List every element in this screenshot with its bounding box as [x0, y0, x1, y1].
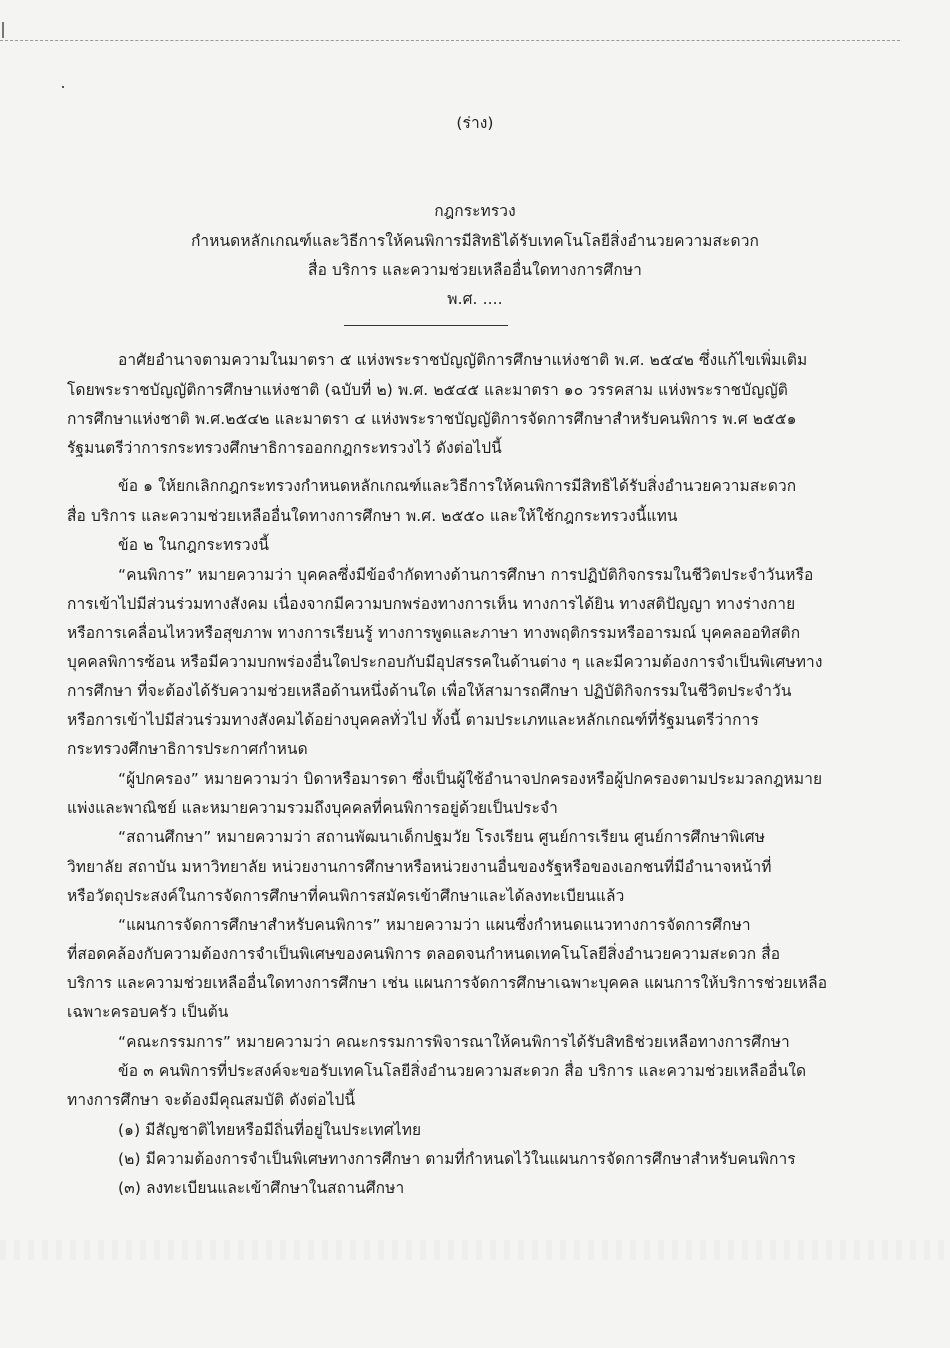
list-item: (๑) มีสัญชาติไทยหรือมีถิ่นที่อยู่ในประเทศไทย: [118, 1121, 422, 1139]
preamble-line: อาศัยอำนาจตามความในมาตรา ๕ แห่งพระราชบัญญัติการศึกษาแห่งชาติ พ.ศ. ๒๕๔๒ ซึ่งแก้ไขเพิ่มเติม: [118, 351, 808, 369]
scan-speck: [62, 86, 64, 88]
document-subtitle-line-1: กำหนดหลักเกณฑ์และวิธีการให้คนพิการมีสิทธิได้รับเทคโนโลยีสิ่งอำนวยความสะดวก: [190, 232, 759, 250]
clause-line: ข้อ ๒ ในกฎกระทรวงนี้: [118, 536, 270, 554]
definition-line: กระทรวงศึกษาธิการประกาศกำหนด: [67, 740, 308, 758]
definition-line: หรือการเคลื่อนไหวหรือสุขภาพ ทางการเรียนรู้ ทางการพูดและภาษา ทางพฤติกรรมหรืออารมณ์ บุคคลออทิสติก: [67, 624, 801, 642]
scan-bottom-noise: [0, 1240, 950, 1260]
preamble-line: โดยพระราชบัญญัติการศึกษาแห่งชาติ (ฉบับที่ ๒) พ.ศ. ๒๕๔๕ และมาตรา ๑๐ วรรคสาม แห่งพระราชบัญญัติ: [67, 381, 788, 399]
definition-line: การศึกษา ที่จะต้องได้รับความช่วยเหลือด้านหนึ่งด้านใด เพื่อให้สามารถศึกษา ปฏิบัติกิจกรรมในชีวิตประจำวัน: [67, 682, 792, 700]
definition-line: หรือวัตถุประสงค์ในการจัดการศึกษาที่คนพิการสมัครเข้าศึกษาและได้ลงทะเบียนแล้ว: [67, 887, 625, 905]
definition-line: วิทยาลัย สถาบัน มหาวิทยาลัย หน่วยงานการศึกษาหรือหน่วยงานอื่นของรัฐหรือของเอกชนที่มีอำนาจหน้าที่: [67, 858, 772, 876]
list-item: (๓) ลงทะเบียนและเข้าศึกษาในสถานศึกษา: [118, 1179, 405, 1197]
list-item: (๒) มีความต้องการจำเป็นพิเศษทางการศึกษา ตามที่กำหนดไว้ในแผนการจัดการศึกษาสำหรับคนพิการ: [118, 1150, 796, 1168]
definition-line: “แผนการจัดการศึกษาสำหรับคนพิการ” หมายความว่า แผนซึ่งกำหนดแนวทางการจัดการศึกษา: [118, 916, 751, 934]
definition-line: บุคคลพิการซ้อน หรือมีความบกพร่องอื่นใดประกอบกับมีอุปสรรคในด้านต่าง ๆ และมีความต้องการจำเป็นพิเศษทาง: [67, 653, 823, 671]
definition-line: เฉพาะครอบครัว เป็นต้น: [67, 1003, 229, 1021]
scan-corner-mark: [2, 22, 4, 38]
definition-line: ที่สอดคล้องกับความต้องการจำเป็นพิเศษของคนพิการ ตลอดจนกำหนดเทคโนโลยีสิ่งอำนวยความสะดวก สื่อ: [67, 945, 781, 963]
preamble-line: การศึกษาแห่งชาติ พ.ศ.๒๕๔๒ และมาตรา ๔ แห่งพระราชบัญญัติการจัดการศึกษาสำหรับคนพิการ พ.ศ ๒๕๕๑: [67, 410, 797, 428]
definition-line: “สถานศึกษา” หมายความว่า สถานพัฒนาเด็กปฐมวัย โรงเรียน ศูนย์การเรียน ศูนย์การศึกษาพิเศษ: [118, 828, 766, 846]
clause-line: สื่อ บริการ และความช่วยเหลืออื่นใดทางการศึกษา พ.ศ. ๒๕๕๐ และให้ใช้กฎกระทรวงนี้แทน: [67, 507, 678, 525]
definition-line: “คณะกรรมการ” หมายความว่า คณะกรรมการพิจารณาให้คนพิการได้รับสิทธิช่วยเหลือทางการศึกษา: [118, 1033, 790, 1051]
preamble-line: รัฐมนตรีว่าการกระทรวงศึกษาธิการออกกฎกระทรวงไว้ ดังต่อไปนี้: [67, 439, 502, 457]
definition-line: “คนพิการ” หมายความว่า บุคคลซึ่งมีข้อจำกัดทางด้านการศึกษา การปฏิบัติกิจกรรมในชีวิตประจำวันหรือ: [118, 566, 814, 584]
scan-top-edge: [0, 40, 900, 41]
clause-line: ข้อ ๑ ให้ยกเลิกกฎกระทรวงกำหนดหลักเกณฑ์และวิธีการให้คนพิการมีสิทธิได้รับสิ่งอำนวยความสะดวก: [118, 477, 797, 495]
document-title: กฎกระทรวง: [434, 202, 516, 220]
definition-line: “ผู้ปกครอง” หมายความว่า บิดาหรือมารดา ซึ่งเป็นผู้ใช้อำนาจปกครองหรือผู้ปกครองตามประมวลกฎหมาย: [118, 770, 823, 788]
definition-line: แพ่งและพาณิชย์ และหมายความรวมถึงบุคคลที่คนพิการอยู่ด้วยเป็นประจำ: [67, 799, 558, 817]
definition-line: การเข้าไปมีส่วนร่วมทางสังคม เนื่องจากมีความบกพร่องทางการเห็น ทางการได้ยิน ทางสติปัญญา ทางร่างกาย: [67, 595, 796, 613]
draft-label: (ร่าง): [456, 114, 494, 132]
document-subtitle-line-2: สื่อ บริการ และความช่วยเหลืออื่นใดทางการศึกษา: [308, 261, 642, 279]
definition-line: บริการ และความช่วยเหลืออื่นใดทางการศึกษา เช่น แผนการจัดการศึกษาเฉพาะบุคคล แผนการให้บริการช่วยเหลือ: [67, 974, 828, 992]
clause-line: ข้อ ๓ คนพิการที่ประสงค์จะขอรับเทคโนโลยีสิ่งอำนวยความสะดวก สื่อ บริการ และความช่วยเหลืออื่นใด: [118, 1062, 807, 1080]
title-separator: [344, 325, 508, 326]
document-year: พ.ศ. ....: [447, 290, 503, 308]
definition-line: หรือการเข้าไปมีส่วนร่วมทางสังคมได้อย่างบุคคลทั่วไป ทั้งนี้ ตามประเภทและหลักเกณฑ์ที่รัฐมนตรีว่าการ: [67, 711, 759, 729]
clause-line: ทางการศึกษา จะต้องมีคุณสมบัติ ดังต่อไปนี้: [67, 1091, 356, 1109]
